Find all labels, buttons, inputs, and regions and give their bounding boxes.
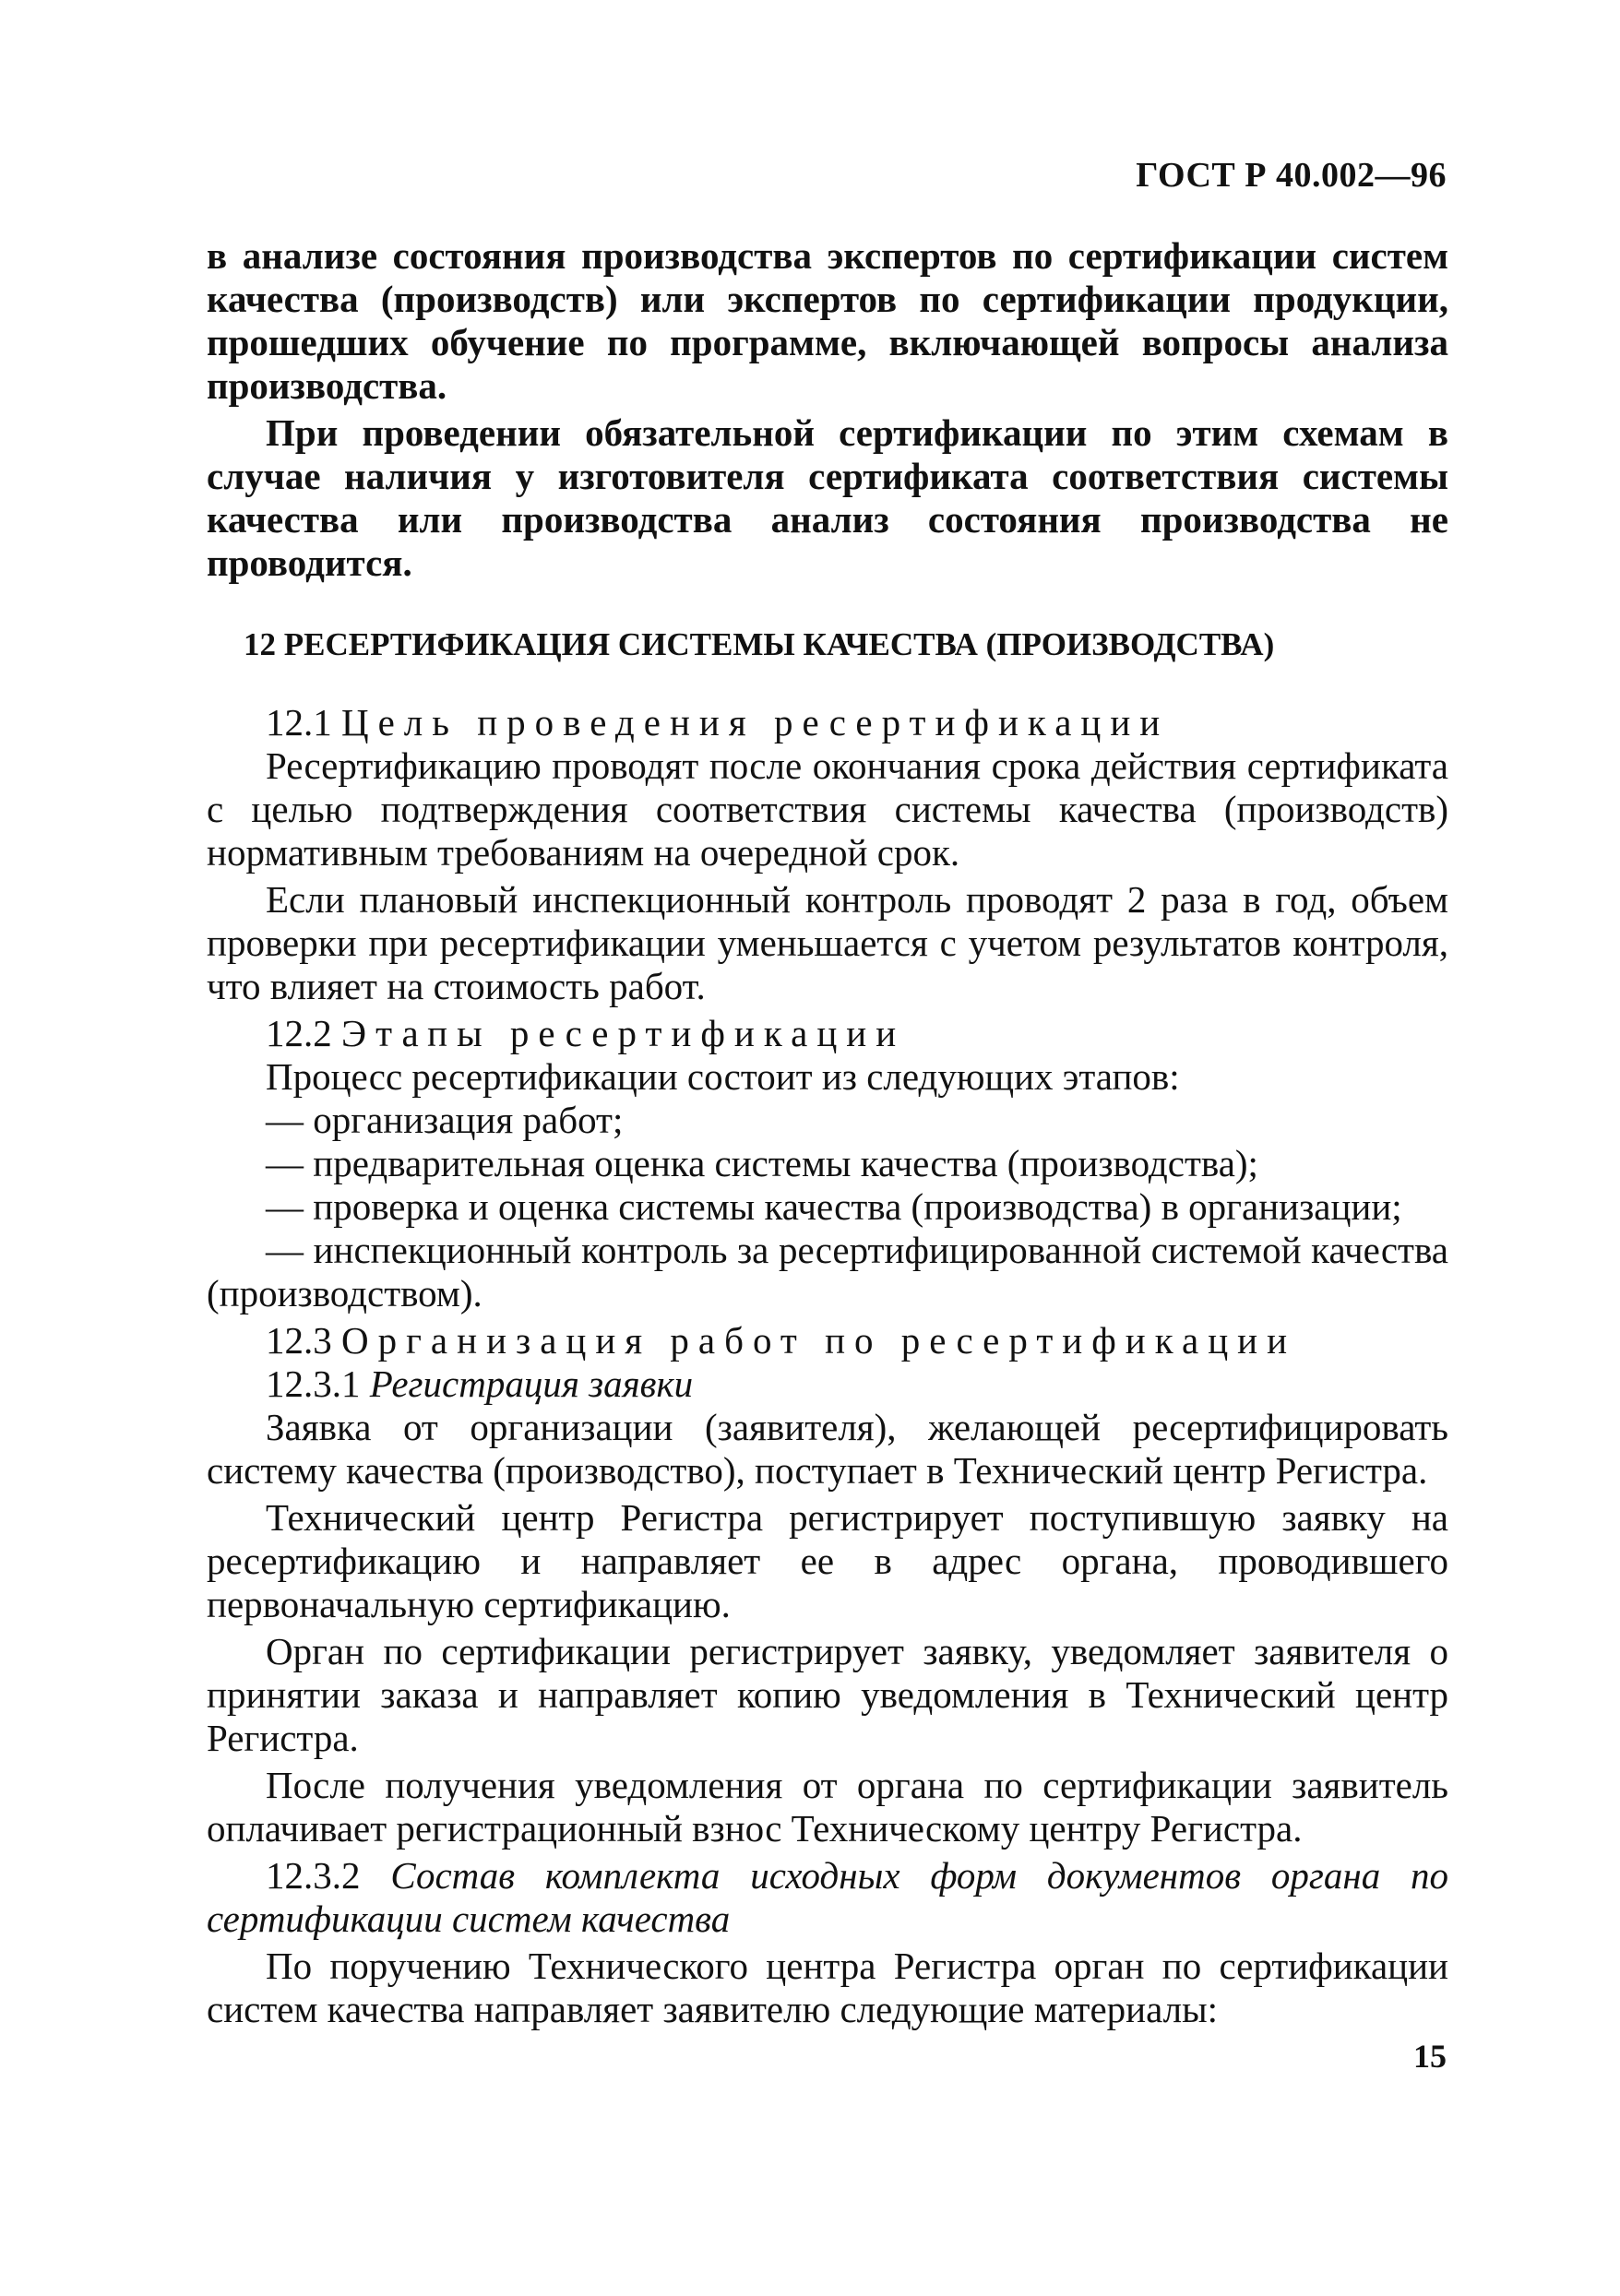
list-item: — предварительная оценка системы качества (производства); (266, 1142, 1258, 1184)
page-number: 15 (1413, 2038, 1447, 2075)
subsection-12-1-title: Цель проведения ресертификации (341, 701, 1170, 744)
subsection-12-3-1-paragraph-2: Технический центр Регистра регистрирует поступившую заявку на ресертификацию и направляет ее в адрес органа, проводившего первоначальную сертификацию. (207, 1496, 1448, 1625)
intro-paragraph-2: При проведении обязательной сертификации по этим схемам в случае наличия у изготовителя сертификата соответствия системы качества или производства анализ состояния производства не проводится. (207, 411, 1448, 584)
list-item: — организация работ; (266, 1099, 624, 1141)
subsection-12-1-paragraph-2: Если плановый инспекционный контроль проводят 2 раза в год, объем проверки при ресертификации уменьшается с учетом результатов контроля, что влияет на стоимость работ. (207, 878, 1448, 1007)
subsection-12-3-2-heading (207, 1854, 1448, 1941)
subsection-12-1-paragraph-1: Ресертификацию проводят после окончания срока действия сертификата с целью подтверждения соответствия системы качества (производств) нормативным требованиям на очередной срок. (207, 744, 1448, 874)
subsection-12-2-title: Этапы ресертификации (341, 1012, 906, 1054)
subsection-12-3-2-paragraph-1: По поручению Технического центра Регистра орган по сертификации систем качества направляет заявителю следующие материалы: (207, 1945, 1448, 2030)
section-12-title: 12 РЕСЕРТИФИКАЦИЯ СИСТЕМЫ КАЧЕСТВА (ПРОИЗВОДСТВА) (244, 626, 1275, 662)
subsection-12-3-1-heading (207, 1362, 1448, 1406)
standard-code-header: ГОСТ Р 40.002—96 (1136, 156, 1447, 195)
subsection-12-3-1-paragraph-3: Орган по сертификации регистрирует заявку, уведомляет заявителя о принятии заказа и направляет копию уведомления в Технический центр Регистра. (207, 1630, 1448, 1759)
subsection-12-3-1-paragraph-1: Заявка от организации (заявителя), желающей ресертифицировать систему качества (производство), поступает в Технический центр Регистра. (207, 1406, 1448, 1492)
subsection-12-1-heading (207, 701, 1448, 744)
subsection-12-2-number: 12.2 (266, 1012, 332, 1054)
subsection-12-2-intro: Процесс ресертификации состоит из следующих этапов: (266, 1055, 1180, 1098)
list-item: — инспекционный контроль за ресертифицированной системой качества (производством). (207, 1229, 1448, 1315)
list-item: — проверка и оценка системы качества (производства) в организации; (266, 1185, 1402, 1228)
subsection-12-3-1-title: Регистрация заявки (369, 1362, 694, 1405)
subsection-12-3-number: 12.3 (266, 1319, 332, 1362)
subsection-12-3-1-paragraph-4: После получения уведомления от органа по сертификации заявитель оплачивает регистрационный взнос Техническому центру Регистра. (207, 1764, 1448, 1850)
subsection-12-3-1-number: 12.3.1 (266, 1362, 361, 1405)
subsection-12-3-heading (207, 1319, 1448, 1362)
subsection-12-2-heading (207, 1012, 1448, 1055)
subsection-12-3-2-number: 12.3.2 (266, 1854, 361, 1897)
intro-block (207, 234, 1448, 585)
subsection-12-3-title: Организация работ по ресертификации (341, 1319, 1297, 1362)
page-content (207, 234, 1448, 2031)
subsection-12-3-2-title: Состав комплекта исходных форм документов органа по сертификации систем качества (207, 1854, 1449, 1940)
subsection-12-1-number: 12.1 (266, 701, 332, 744)
intro-paragraph-1: в анализе состояния производства экспертов по сертификации систем качества (производств) или экспертов по сертификации продукции, прошедших обучение по программе, включающей вопросы анализа производства. (207, 234, 1448, 407)
